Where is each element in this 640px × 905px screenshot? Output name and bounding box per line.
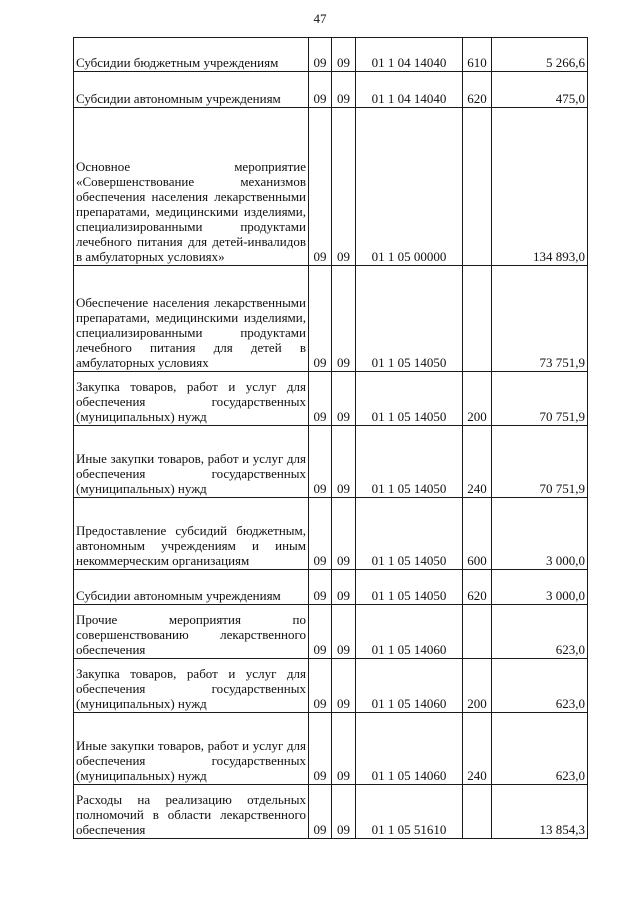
row-amount: 475,0 <box>492 72 588 108</box>
row-subsection: 09 <box>332 38 356 72</box>
table-row <box>74 498 588 570</box>
row-expense-type: 240 <box>463 713 492 785</box>
row-amount: 3 000,0 <box>492 570 588 605</box>
row-name: Иные закупки товаров, работ и услуг для обеспечения государственных (муниципальных) нужд <box>74 713 309 785</box>
row-subsection: 09 <box>332 785 356 839</box>
row-subsection: 09 <box>332 72 356 108</box>
row-section: 09 <box>309 498 332 570</box>
table-row <box>74 38 588 72</box>
row-amount: 70 751,9 <box>492 426 588 498</box>
row-expense-type: 240 <box>463 426 492 498</box>
row-target-article: 01 1 05 14050 <box>356 372 463 426</box>
row-expense-type <box>463 605 492 659</box>
row-section: 09 <box>309 38 332 72</box>
row-target-article: 01 1 05 14050 <box>356 266 463 372</box>
row-name: Расходы на реализацию отдельных полномочий в области лекарственного обеспечения <box>74 785 309 839</box>
row-name: Обеспечение населения лекарственными препаратами, медицинскими изделиями, специализированными продуктами лечебного питания для детей в амбулаторных условиях <box>74 266 309 372</box>
row-expense-type: 620 <box>463 72 492 108</box>
row-expense-type: 200 <box>463 659 492 713</box>
table-row <box>74 266 588 372</box>
row-subsection: 09 <box>332 426 356 498</box>
row-name: Закупка товаров, работ и услуг для обеспечения государственных (муниципальных) нужд <box>74 659 309 713</box>
row-section: 09 <box>309 605 332 659</box>
page-number: 47 <box>313 11 327 26</box>
row-target-article: 01 1 04 14040 <box>356 38 463 72</box>
row-section: 09 <box>309 266 332 372</box>
row-target-article: 01 1 05 00000 <box>356 108 463 266</box>
row-name: Предоставление субсидий бюджетным, автономным учреждениям и иным некоммерческим организациям <box>74 498 309 570</box>
row-name: Основное мероприятие «Совершенствование механизмов обеспечения населения лекарственными препаратами, медицинскими изделиями, специализированными продуктами лечебного питания для детей-инвалидов в амбулаторных условиях» <box>74 108 309 266</box>
row-target-article: 01 1 04 14040 <box>356 72 463 108</box>
row-name: Прочие мероприятия по совершенствованию лекарственного обеспечения <box>74 605 309 659</box>
row-section: 09 <box>309 570 332 605</box>
row-target-article: 01 1 05 14050 <box>356 570 463 605</box>
table-row <box>74 108 588 266</box>
row-target-article: 01 1 05 14050 <box>356 498 463 570</box>
row-expense-type <box>463 108 492 266</box>
row-expense-type: 600 <box>463 498 492 570</box>
row-subsection: 09 <box>332 570 356 605</box>
row-target-article: 01 1 05 14050 <box>356 426 463 498</box>
row-target-article: 01 1 05 51610 <box>356 785 463 839</box>
row-name: Иные закупки товаров, работ и услуг для обеспечения государственных (муниципальных) нужд <box>74 426 309 498</box>
table-row <box>74 570 588 605</box>
row-expense-type: 620 <box>463 570 492 605</box>
table-row <box>74 426 588 498</box>
table-row <box>74 605 588 659</box>
row-target-article: 01 1 05 14060 <box>356 605 463 659</box>
row-name: Субсидии бюджетным учреждениям <box>74 38 309 72</box>
row-name: Закупка товаров, работ и услуг для обеспечения государственных (муниципальных) нужд <box>74 372 309 426</box>
row-expense-type: 200 <box>463 372 492 426</box>
row-target-article: 01 1 05 14060 <box>356 659 463 713</box>
row-section: 09 <box>309 108 332 266</box>
row-amount: 5 266,6 <box>492 38 588 72</box>
row-section: 09 <box>309 426 332 498</box>
row-subsection: 09 <box>332 713 356 785</box>
table-row <box>74 713 588 785</box>
row-section: 09 <box>309 659 332 713</box>
row-name: Субсидии автономным учреждениям <box>74 72 309 108</box>
row-expense-type <box>463 266 492 372</box>
row-name: Субсидии автономным учреждениям <box>74 570 309 605</box>
row-amount: 70 751,9 <box>492 372 588 426</box>
row-amount: 3 000,0 <box>492 498 588 570</box>
table-row <box>74 785 588 839</box>
row-subsection: 09 <box>332 605 356 659</box>
row-expense-type: 610 <box>463 38 492 72</box>
row-subsection: 09 <box>332 372 356 426</box>
row-section: 09 <box>309 713 332 785</box>
table-row <box>74 659 588 713</box>
row-section: 09 <box>309 72 332 108</box>
row-expense-type <box>463 785 492 839</box>
row-target-article: 01 1 05 14060 <box>356 713 463 785</box>
row-amount: 13 854,3 <box>492 785 588 839</box>
row-subsection: 09 <box>332 108 356 266</box>
row-amount: 623,0 <box>492 659 588 713</box>
row-amount: 134 893,0 <box>492 108 588 266</box>
row-section: 09 <box>309 785 332 839</box>
budget-table <box>73 37 588 839</box>
row-subsection: 09 <box>332 498 356 570</box>
row-amount: 73 751,9 <box>492 266 588 372</box>
table-row <box>74 372 588 426</box>
row-subsection: 09 <box>332 659 356 713</box>
table-row <box>74 72 588 108</box>
row-section: 09 <box>309 372 332 426</box>
row-amount: 623,0 <box>492 713 588 785</box>
row-subsection: 09 <box>332 266 356 372</box>
row-amount: 623,0 <box>492 605 588 659</box>
